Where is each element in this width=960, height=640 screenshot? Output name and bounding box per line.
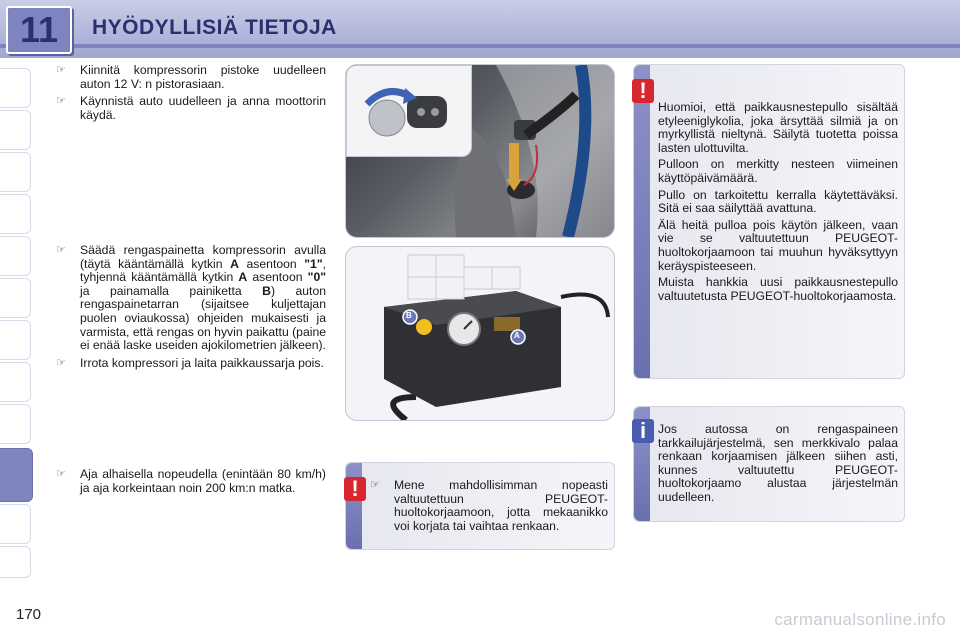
instruction-item: ☞ Säädä rengaspainetta kompressorin avulla (täytä kääntämällä kytkin A asentoon "1", tyhjennä kääntämällä kytkin A asentoon "0" ja painamalla painiketta B) auton rengaspainetarran (sijaitsee kuljettajan puolen oviaukossa) ohjeiden mukaisesti ja varmista, että rengas on hyvin paikattu (paine ei enää laske useiden ajokilometrien jälkeen). xyxy=(56,243,327,353)
compressor-label-b: B xyxy=(406,311,412,320)
note-bar xyxy=(634,65,650,378)
watermark: carmanualsonline.info xyxy=(774,610,946,629)
side-tab[interactable] xyxy=(0,546,31,578)
side-tab[interactable] xyxy=(0,504,31,544)
pointing-hand-icon: ☞ xyxy=(56,356,66,369)
instruction-item: ☞ Käynnistä auto uudelleen ja anna moottorin käydä. xyxy=(56,94,326,122)
pressure-info-note xyxy=(633,406,905,522)
pointing-hand-icon: ☞ xyxy=(56,64,66,76)
repair-warning-text: ☞ Mene mahdollisimman nopeasti valtuutettuun PEUGEOT-huoltokorjaamoon, jotta mekaanikko voi korjata tai vaihtaa renkaan. xyxy=(370,478,608,533)
chapter-side-tabs xyxy=(0,68,32,578)
sealant-warning-text: Huomioi, että paikkausnestepullo sisältää etyleeniglykolia, joka ärsyttää silmiä ja on myrkyllistä nieltynä. Säilytä tuotetta poissa lasten ulottuvilta. Pulloon on merkitty nesteen viimeinen käyttöpäivämäärä. Pullo on tarkoitettu kerralla käytettäväksi. Sitä ei saa säilyttää avattuna. Älä heitä pulloa pois käytön jälkeen, vaan vie se valtuutettuun PEUGEOT-huoltokorjaamoon tai muuhun hyväksyttyyn keräyspisteeseen. Muista hankkia uusi paikkausnestepullo valtuutetusta PEUGEOT-huoltokorjaamosta. xyxy=(658,100,898,303)
side-tab[interactable] xyxy=(0,236,31,276)
warning-icon: ! xyxy=(632,79,654,103)
side-tab-active[interactable] xyxy=(0,448,33,502)
pointing-hand-icon: ☞ xyxy=(370,479,380,491)
page-number: 170 xyxy=(16,606,42,623)
side-tab[interactable] xyxy=(0,152,31,192)
compressor-illustration xyxy=(346,247,614,420)
info-icon: i xyxy=(632,419,654,443)
page-title: HYÖDYLLISIÄ TIETOJA xyxy=(92,16,337,39)
pointing-hand-icon: ☞ xyxy=(56,95,66,108)
instruction-group-1 xyxy=(56,64,326,126)
pressure-info-text: Jos autossa on rengaspaineen tarkkailujärjestelmä, sen merkkivalo palaa renkaan korjaamisen jälkeen siihen asti, kunnes valtuutettu PEUGEOT-huoltokorjaamo alustaa järjestelmän uudelleen. xyxy=(658,422,898,504)
compressor-photo xyxy=(345,246,615,421)
key-inset xyxy=(346,65,472,157)
side-tab[interactable] xyxy=(0,278,31,318)
side-tab[interactable] xyxy=(0,320,31,360)
key-turn-illustration xyxy=(347,66,471,156)
side-tab[interactable] xyxy=(0,404,31,444)
side-tab[interactable] xyxy=(0,362,31,402)
page-header xyxy=(0,0,960,58)
side-tab[interactable] xyxy=(0,194,31,234)
instruction-item: ☞ Kiinnitä kompressorin pistoke uudelleen auton 12 V: n pistorasiaan. xyxy=(56,63,326,91)
pointing-hand-icon: ☞ xyxy=(56,468,66,480)
pointing-hand-icon: ☞ xyxy=(56,244,66,256)
chapter-number: 11 xyxy=(19,9,59,50)
ignition-socket-photo xyxy=(345,64,615,238)
instruction-group-2 xyxy=(56,244,326,374)
chapter-badge xyxy=(6,6,72,54)
header-stripe xyxy=(0,44,960,48)
repair-warning-note xyxy=(345,462,615,550)
side-tab[interactable] xyxy=(0,110,31,150)
compressor-label-a: A xyxy=(514,331,520,340)
warning-icon: ! xyxy=(344,477,366,501)
instruction-item: ☞ Irrota kompressori ja laita paikkaussarja pois. xyxy=(56,355,324,370)
side-tab[interactable] xyxy=(0,68,31,108)
sealant-warning-note xyxy=(633,64,905,379)
instruction-group-3 xyxy=(56,468,326,499)
instruction-item: ☞ Aja alhaisella nopeudella (enintään 80 km/h) ja aja korkeintaan noin 200 km:n matka. xyxy=(56,467,326,495)
